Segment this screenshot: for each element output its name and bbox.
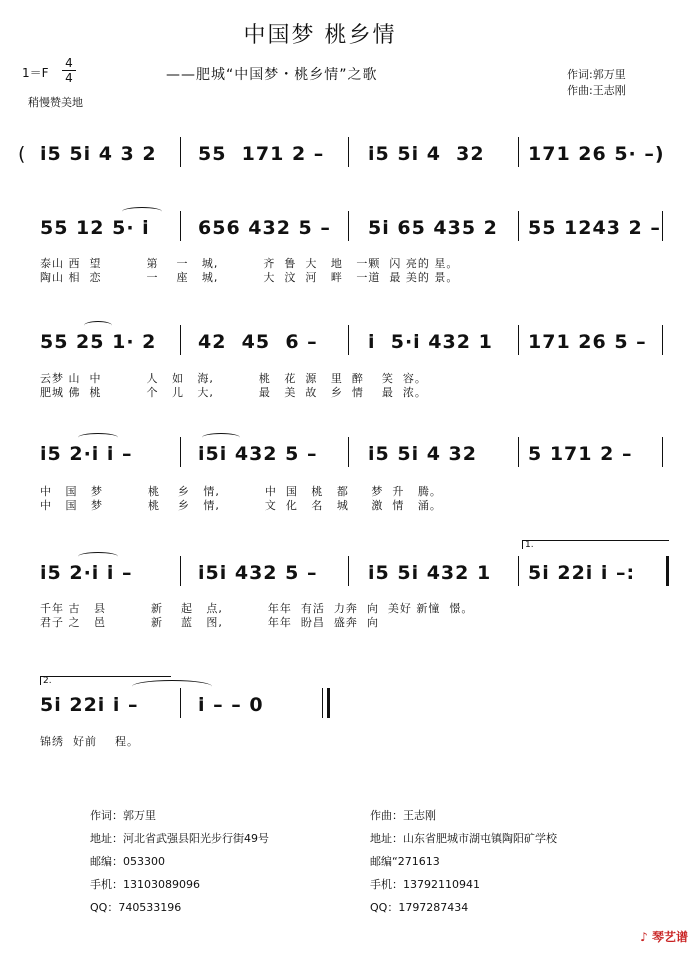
bar-line (348, 211, 349, 241)
footer-right-line: 邮编“271613 (370, 855, 440, 868)
measure: i5i 432 5 – (198, 562, 318, 584)
bar-line (180, 556, 181, 586)
lyrics-row-2-verse-2: 陶山 相 恋 一 座 城, 大 汶 河 畔 一道 最 美的 景。 (40, 271, 459, 284)
measure: 5i 22i i –: (528, 562, 636, 584)
bar-line (348, 325, 349, 355)
measure: 42 45 6 – (198, 331, 318, 353)
bar-line (518, 556, 519, 586)
measure: 656 432 5 – (198, 217, 331, 239)
lyrics-row-3-verse-1: 云梦 山 中 人 如 海, 桃 花 源 里 醉 笑 容。 (40, 372, 427, 385)
repeat-open-paren: ( (18, 143, 27, 165)
measure: i5 2·i i – (40, 562, 133, 584)
measure: 5i 65 435 2 (368, 217, 498, 239)
measure: 171 26 5· –) (528, 143, 665, 165)
final-bar (327, 688, 330, 718)
time-top: 4 (65, 56, 73, 70)
watermark-text: 琴艺谱 (651, 930, 688, 944)
repeat-end-bar (666, 556, 669, 586)
tempo-marking: 稍慢赞美地 (28, 96, 83, 109)
bar-line (348, 556, 349, 586)
measure: i5 5i 432 1 (368, 562, 492, 584)
bar-line (180, 325, 181, 355)
staff-row-1 (18, 143, 670, 183)
bar-line (180, 437, 181, 467)
footer-left (90, 804, 269, 919)
measure: 171 26 5 – (528, 331, 647, 353)
lyrics-row-3-verse-2: 肥城 佛 桃 个 儿 大, 最 美 故 乡 情 最 浓。 (40, 386, 427, 399)
volta-2-label: 2. (43, 676, 52, 686)
measure: i5 5i 4 3 2 (40, 143, 157, 165)
footer-left-line: 邮编：053300 (90, 855, 165, 868)
composer-credit: 作曲:王志刚 (567, 84, 626, 97)
time-signature (62, 56, 76, 85)
footer-right-line: 作曲：王志刚 (370, 809, 436, 822)
time-bottom: 4 (62, 70, 76, 85)
volta-1-label: 1. (525, 540, 534, 550)
measure: i5 5i 4 32 (368, 443, 477, 465)
staff-row-2 (22, 217, 670, 257)
lyrics-row-4-verse-1: 中 国 梦 桃 乡 情, 中 国 桃 都 梦 升 腾。 (40, 485, 442, 498)
lyrics-row-2-verse-1: 泰山 西 望 第 一 城, 齐 鲁 大 地 一颗 闪 亮的 星。 (40, 257, 459, 270)
slur (78, 433, 118, 442)
measure: i 5·i 432 1 (368, 331, 493, 353)
tie (132, 680, 212, 693)
bar-line (180, 688, 181, 718)
bar-line (518, 325, 519, 355)
song-title: 中国梦 桃乡情 (243, 23, 397, 48)
footer-left-line: 手机：13103089096 (90, 878, 200, 891)
measure: 5i 22i i – (40, 694, 139, 716)
measure: 55 25 1· 2 (40, 331, 157, 353)
lyrics-row-5-verse-1: 千年 古 县 新 起 点, 年年 有活 力奔 向 美好 新憧 憬。 (40, 602, 474, 615)
lyricist-credit: 作词:郭万里 (567, 68, 626, 81)
measure: i – – 0 (198, 694, 264, 716)
volta-bracket-1 (522, 540, 669, 549)
staff-row-3 (22, 331, 670, 371)
bar-line (662, 437, 663, 467)
slur (122, 207, 162, 216)
footer-left-line: QQ：740533196 (90, 901, 182, 914)
bar-line (322, 688, 323, 718)
measure: 55 1243 2 – (528, 217, 661, 239)
slur (84, 321, 112, 330)
bar-line (180, 211, 181, 241)
measure: i5i 432 5 – (198, 443, 318, 465)
footer-right-line: 手机：13792110941 (370, 878, 480, 891)
lyrics-row-5-verse-2: 君子 之 邑 新 蓝 图, 年年 盼昌 盛奔 向 (40, 616, 379, 629)
bar-line (348, 137, 349, 167)
logo-icon: ♪ (640, 930, 648, 944)
slur (202, 433, 240, 442)
lyrics-row-6: 锦绣 好前 程。 (40, 735, 139, 748)
bar-line (662, 325, 663, 355)
measure: i5 5i 4 32 (368, 143, 485, 165)
lyrics-row-4-verse-2: 中 国 梦 桃 乡 情, 文 化 名 城 激 情 涌。 (40, 499, 442, 512)
bar-line (518, 211, 519, 241)
staff-row-4 (22, 443, 670, 483)
measure: 55 171 2 – (198, 143, 325, 165)
footer-left-line: 地址：河北省武强县阳光步行街49号 (90, 832, 269, 845)
bar-line (518, 137, 519, 167)
footer-right-line: 地址：山东省肥城市湖屯镇陶阳矿学校 (370, 832, 557, 845)
measure: 55 12 5· i (40, 217, 150, 239)
bar-line (662, 211, 663, 241)
watermark-logo (640, 928, 688, 945)
footer-right (370, 804, 557, 919)
subtitle: ——肥城“中国梦・桃乡情”之歌 (166, 67, 378, 83)
bar-line (518, 437, 519, 467)
key-signature: 1＝F (22, 66, 49, 80)
bar-line (348, 437, 349, 467)
bar-line (180, 137, 181, 167)
staff-row-6 (22, 694, 670, 734)
staff-row-5 (22, 562, 670, 602)
footer-left-line: 作词：郭万里 (90, 809, 156, 822)
measure: 5 171 2 – (528, 443, 633, 465)
slur (78, 552, 118, 561)
footer-right-line: QQ：1797287434 (370, 901, 469, 914)
measure: i5 2·i i – (40, 443, 133, 465)
